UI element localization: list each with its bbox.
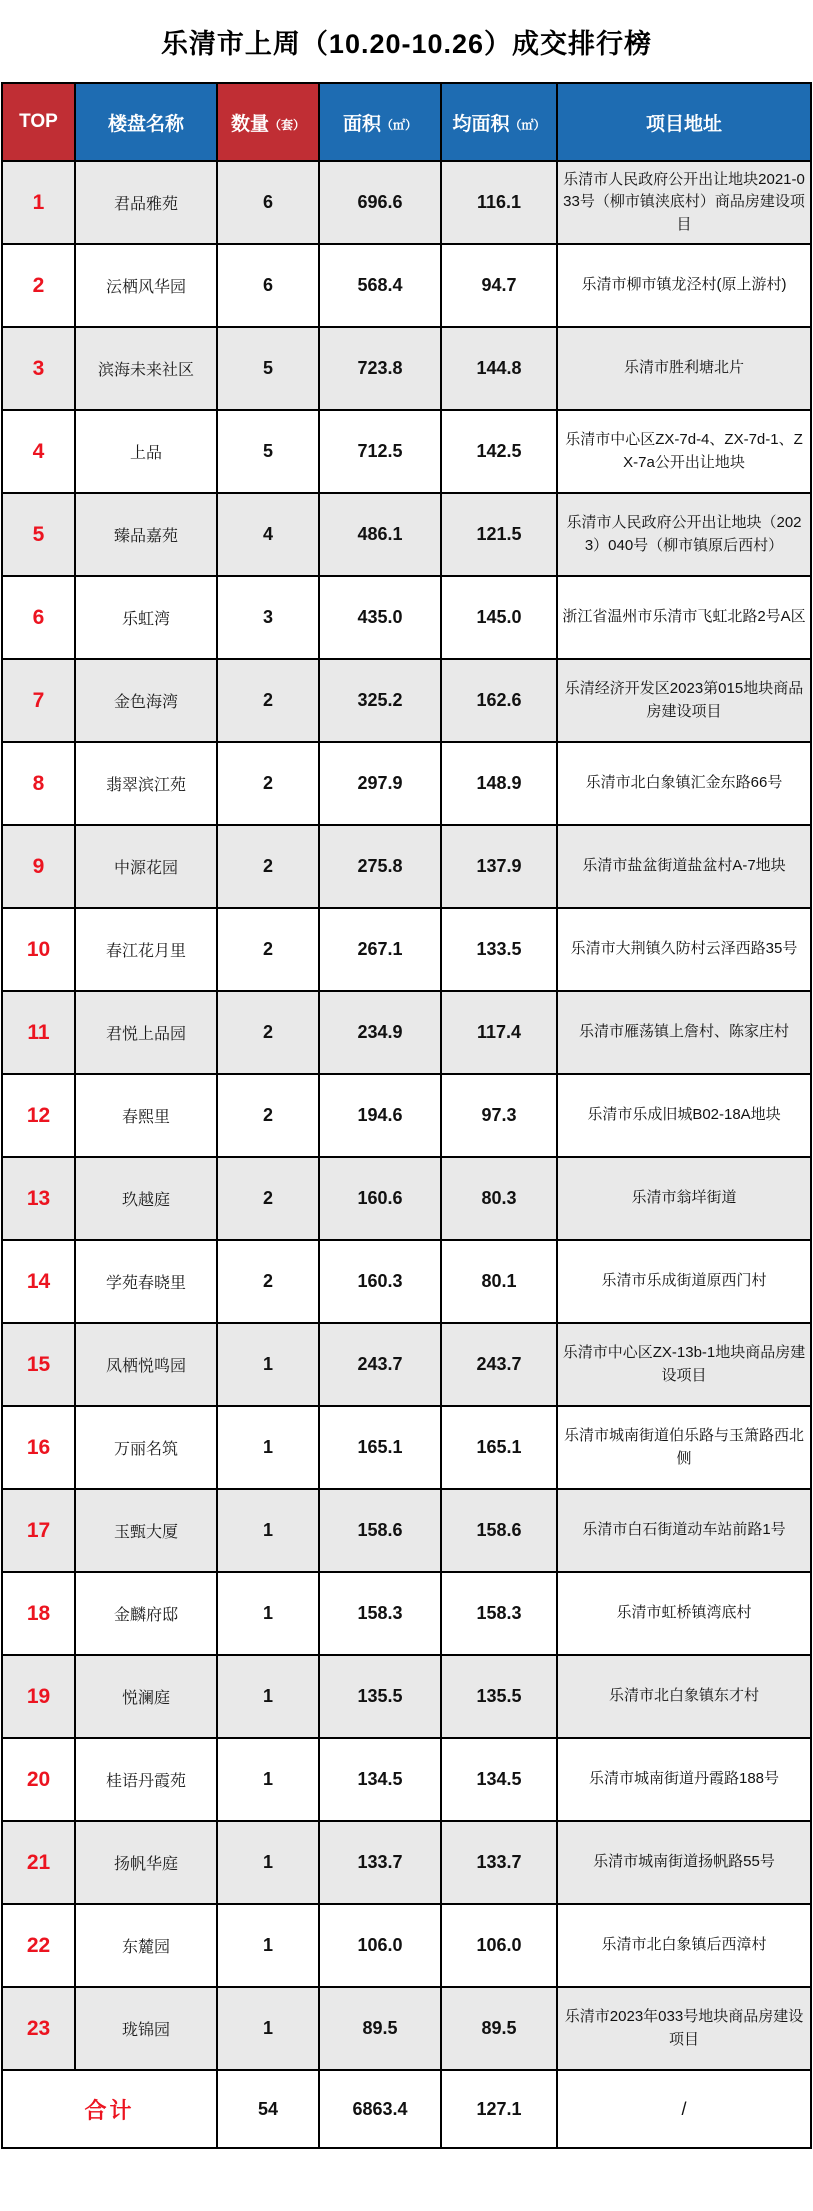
- table-row: [2, 659, 811, 742]
- rank-cell: 2: [2, 244, 75, 327]
- table-row: [2, 493, 811, 576]
- address-cell: 乐清市北白象镇汇金东路66号: [557, 742, 811, 825]
- name-cell: 翡翠滨江苑: [75, 742, 217, 825]
- count-cell: 2: [217, 825, 319, 908]
- avg-area-cell: 145.0: [441, 576, 557, 659]
- total-count-cell: 54: [217, 2070, 319, 2148]
- table-row: [2, 1904, 811, 1987]
- address-cell: 乐清经济开发区2023第015地块商品房建设项目: [557, 659, 811, 742]
- rank-cell: 1: [2, 161, 75, 244]
- count-cell: 1: [217, 1738, 319, 1821]
- address-cell: 乐清市大荆镇久防村云泽西路35号: [557, 908, 811, 991]
- header-name-label: 楼盘名称: [107, 113, 184, 135]
- area-cell: 135.5: [319, 1655, 441, 1738]
- total-row: [2, 2070, 811, 2148]
- name-cell: 君品雅苑: [75, 161, 217, 244]
- name-cell: 珑锦园: [75, 1987, 217, 2070]
- rank-cell: 23: [2, 1987, 75, 2070]
- name-cell: 春江花月里: [75, 908, 217, 991]
- address-cell: 乐清市乐成旧城B02-18A地块: [557, 1074, 811, 1157]
- rank-cell: 12: [2, 1074, 75, 1157]
- count-cell: 2: [217, 908, 319, 991]
- rank-cell: 8: [2, 742, 75, 825]
- count-cell: 1: [217, 1904, 319, 1987]
- area-cell: 435.0: [319, 576, 441, 659]
- address-cell: 乐清市中心区ZX-7d-4、ZX-7d-1、ZX-7a公开出让地块: [557, 410, 811, 493]
- avg-area-cell: 121.5: [441, 493, 557, 576]
- count-cell: 1: [217, 1489, 319, 1572]
- table-row: [2, 161, 811, 244]
- header-top-label: TOP: [19, 111, 58, 132]
- avg-area-cell: 137.9: [441, 825, 557, 908]
- table-row: [2, 1323, 811, 1406]
- area-cell: 133.7: [319, 1821, 441, 1904]
- rank-cell: 6: [2, 576, 75, 659]
- table-body: [2, 161, 811, 2070]
- table-row: [2, 1406, 811, 1489]
- area-cell: 134.5: [319, 1738, 441, 1821]
- table-row: [2, 1987, 811, 2070]
- header-count-unit: （套）: [269, 117, 306, 132]
- page-title: 乐清市上周（10.20-10.26）成交排行榜: [160, 28, 653, 59]
- area-cell: 158.3: [319, 1572, 441, 1655]
- avg-area-cell: 89.5: [441, 1987, 557, 2070]
- count-cell: 5: [217, 410, 319, 493]
- address-cell: 乐清市北白象镇后西漳村: [557, 1904, 811, 1987]
- avg-area-cell: 165.1: [441, 1406, 557, 1489]
- area-cell: 723.8: [319, 327, 441, 410]
- rank-cell: 18: [2, 1572, 75, 1655]
- name-cell: 金麟府邸: [75, 1572, 217, 1655]
- header-count: [217, 83, 319, 161]
- header-area-unit: （㎡）: [381, 117, 418, 132]
- avg-area-cell: 162.6: [441, 659, 557, 742]
- total-address-cell: /: [557, 2070, 811, 2148]
- area-cell: 267.1: [319, 908, 441, 991]
- count-cell: 2: [217, 1074, 319, 1157]
- address-cell: 乐清市人民政府公开出让地块（2023）040号（柳市镇原后西村）: [557, 493, 811, 576]
- count-cell: 4: [217, 493, 319, 576]
- header-area: [319, 83, 441, 161]
- avg-area-cell: 106.0: [441, 1904, 557, 1987]
- area-cell: 158.6: [319, 1489, 441, 1572]
- rank-cell: 7: [2, 659, 75, 742]
- header-avg-area: [441, 83, 557, 161]
- address-cell: 乐清市北白象镇东才村: [557, 1655, 811, 1738]
- name-cell: 沄栖风华园: [75, 244, 217, 327]
- address-cell: 乐清市雁荡镇上詹村、陈家庄村: [557, 991, 811, 1074]
- avg-area-cell: 117.4: [441, 991, 557, 1074]
- total-avg-area-cell: 127.1: [441, 2070, 557, 2148]
- rank-cell: 20: [2, 1738, 75, 1821]
- address-cell: 乐清市2023年033号地块商品房建设项目: [557, 1987, 811, 2070]
- count-cell: 1: [217, 1572, 319, 1655]
- name-cell: 扬帆华庭: [75, 1821, 217, 1904]
- table-row: [2, 1157, 811, 1240]
- rank-cell: 17: [2, 1489, 75, 1572]
- area-cell: 106.0: [319, 1904, 441, 1987]
- rank-cell: 4: [2, 410, 75, 493]
- table-row: [2, 908, 811, 991]
- name-cell: 桂语丹霞苑: [75, 1738, 217, 1821]
- count-cell: 6: [217, 244, 319, 327]
- rank-cell: 16: [2, 1406, 75, 1489]
- rank-cell: 9: [2, 825, 75, 908]
- count-cell: 1: [217, 1655, 319, 1738]
- count-cell: 2: [217, 991, 319, 1074]
- name-cell: 东麓园: [75, 1904, 217, 1987]
- rank-cell: 10: [2, 908, 75, 991]
- address-cell: 乐清市城南街道扬帆路55号: [557, 1821, 811, 1904]
- count-cell: 1: [217, 1987, 319, 2070]
- area-cell: 234.9: [319, 991, 441, 1074]
- count-cell: 1: [217, 1323, 319, 1406]
- area-cell: 275.8: [319, 825, 441, 908]
- avg-area-cell: 142.5: [441, 410, 557, 493]
- avg-area-cell: 97.3: [441, 1074, 557, 1157]
- area-cell: 194.6: [319, 1074, 441, 1157]
- address-cell: 乐清市城南街道丹霞路188号: [557, 1738, 811, 1821]
- avg-area-cell: 134.5: [441, 1738, 557, 1821]
- avg-area-cell: 144.8: [441, 327, 557, 410]
- avg-area-cell: 135.5: [441, 1655, 557, 1738]
- address-cell: 乐清市虹桥镇湾底村: [557, 1572, 811, 1655]
- table-row: [2, 1655, 811, 1738]
- avg-area-cell: 158.6: [441, 1489, 557, 1572]
- name-cell: 悦澜庭: [75, 1655, 217, 1738]
- header-avg-area-label: 均面积: [452, 113, 510, 135]
- avg-area-cell: 80.1: [441, 1240, 557, 1323]
- header-address: [557, 83, 811, 161]
- count-cell: 2: [217, 1157, 319, 1240]
- table-row: [2, 327, 811, 410]
- address-cell: 乐清市胜利塘北片: [557, 327, 811, 410]
- table-row: [2, 1489, 811, 1572]
- count-cell: 5: [217, 327, 319, 410]
- count-cell: 2: [217, 1240, 319, 1323]
- rank-cell: 14: [2, 1240, 75, 1323]
- area-cell: 160.3: [319, 1240, 441, 1323]
- area-cell: 89.5: [319, 1987, 441, 2070]
- count-cell: 1: [217, 1406, 319, 1489]
- rank-cell: 22: [2, 1904, 75, 1987]
- area-cell: 160.6: [319, 1157, 441, 1240]
- header-avg-area-unit: （㎡）: [509, 117, 546, 132]
- address-cell: 乐清市中心区ZX-13b-1地块商品房建设项目: [557, 1323, 811, 1406]
- count-cell: 2: [217, 742, 319, 825]
- address-cell: 乐清市人民政府公开出让地块2021-033号（柳市镇浃底村）商品房建设项目: [557, 161, 811, 244]
- count-cell: 2: [217, 659, 319, 742]
- header-name: [75, 83, 217, 161]
- avg-area-cell: 133.7: [441, 1821, 557, 1904]
- address-cell: 乐清市翁垟街道: [557, 1157, 811, 1240]
- table-row: [2, 1240, 811, 1323]
- rank-cell: 21: [2, 1821, 75, 1904]
- avg-area-cell: 80.3: [441, 1157, 557, 1240]
- address-cell: 乐清市盐盆街道盐盆村A-7地块: [557, 825, 811, 908]
- name-cell: 上品: [75, 410, 217, 493]
- name-cell: 万丽名筑: [75, 1406, 217, 1489]
- address-cell: 乐清市白石街道动车站前路1号: [557, 1489, 811, 1572]
- area-cell: 696.6: [319, 161, 441, 244]
- name-cell: 玖越庭: [75, 1157, 217, 1240]
- name-cell: 金色海湾: [75, 659, 217, 742]
- avg-area-cell: 116.1: [441, 161, 557, 244]
- rank-cell: 5: [2, 493, 75, 576]
- avg-area-cell: 148.9: [441, 742, 557, 825]
- area-cell: 297.9: [319, 742, 441, 825]
- name-cell: 乐虹湾: [75, 576, 217, 659]
- area-cell: 568.4: [319, 244, 441, 327]
- table-row: [2, 410, 811, 493]
- table-row: [2, 825, 811, 908]
- table-row: [2, 742, 811, 825]
- area-cell: 243.7: [319, 1323, 441, 1406]
- name-cell: 中源花园: [75, 825, 217, 908]
- table-row: [2, 1821, 811, 1904]
- name-cell: 凤栖悦鸣园: [75, 1323, 217, 1406]
- rank-cell: 13: [2, 1157, 75, 1240]
- header-row: [2, 83, 811, 161]
- name-cell: 春熙里: [75, 1074, 217, 1157]
- header-area-label: 面积: [342, 113, 381, 135]
- area-cell: 165.1: [319, 1406, 441, 1489]
- avg-area-cell: 158.3: [441, 1572, 557, 1655]
- header-address-label: 项目地址: [645, 113, 722, 135]
- avg-area-cell: 94.7: [441, 244, 557, 327]
- avg-area-cell: 243.7: [441, 1323, 557, 1406]
- table-row: [2, 1738, 811, 1821]
- table-row: [2, 576, 811, 659]
- total-area-cell: 6863.4: [319, 2070, 441, 2148]
- area-cell: 712.5: [319, 410, 441, 493]
- address-cell: 乐清市柳市镇龙泾村(原上游村): [557, 244, 811, 327]
- avg-area-cell: 133.5: [441, 908, 557, 991]
- address-cell: 乐清市乐成街道原西门村: [557, 1240, 811, 1323]
- rank-cell: 15: [2, 1323, 75, 1406]
- address-cell: 乐清市城南街道伯乐路与玉箫路西北侧: [557, 1406, 811, 1489]
- table-row: [2, 1074, 811, 1157]
- name-cell: 玉甄大厦: [75, 1489, 217, 1572]
- rank-cell: 3: [2, 327, 75, 410]
- rank-cell: 19: [2, 1655, 75, 1738]
- area-cell: 325.2: [319, 659, 441, 742]
- ranking-table: [1, 82, 812, 2149]
- count-cell: 6: [217, 161, 319, 244]
- table-row: [2, 244, 811, 327]
- header-count-label: 数量: [230, 113, 269, 135]
- name-cell: 臻品嘉苑: [75, 493, 217, 576]
- count-cell: 1: [217, 1821, 319, 1904]
- total-label: 合计: [2, 2070, 217, 2148]
- table-row: [2, 1572, 811, 1655]
- rank-cell: 11: [2, 991, 75, 1074]
- address-cell: 浙江省温州市乐清市飞虹北路2号A区: [557, 576, 811, 659]
- table-row: [2, 991, 811, 1074]
- count-cell: 3: [217, 576, 319, 659]
- name-cell: 学苑春晓里: [75, 1240, 217, 1323]
- area-cell: 486.1: [319, 493, 441, 576]
- name-cell: 滨海未来社区: [75, 327, 217, 410]
- header-top: [2, 83, 75, 161]
- name-cell: 君悦上品园: [75, 991, 217, 1074]
